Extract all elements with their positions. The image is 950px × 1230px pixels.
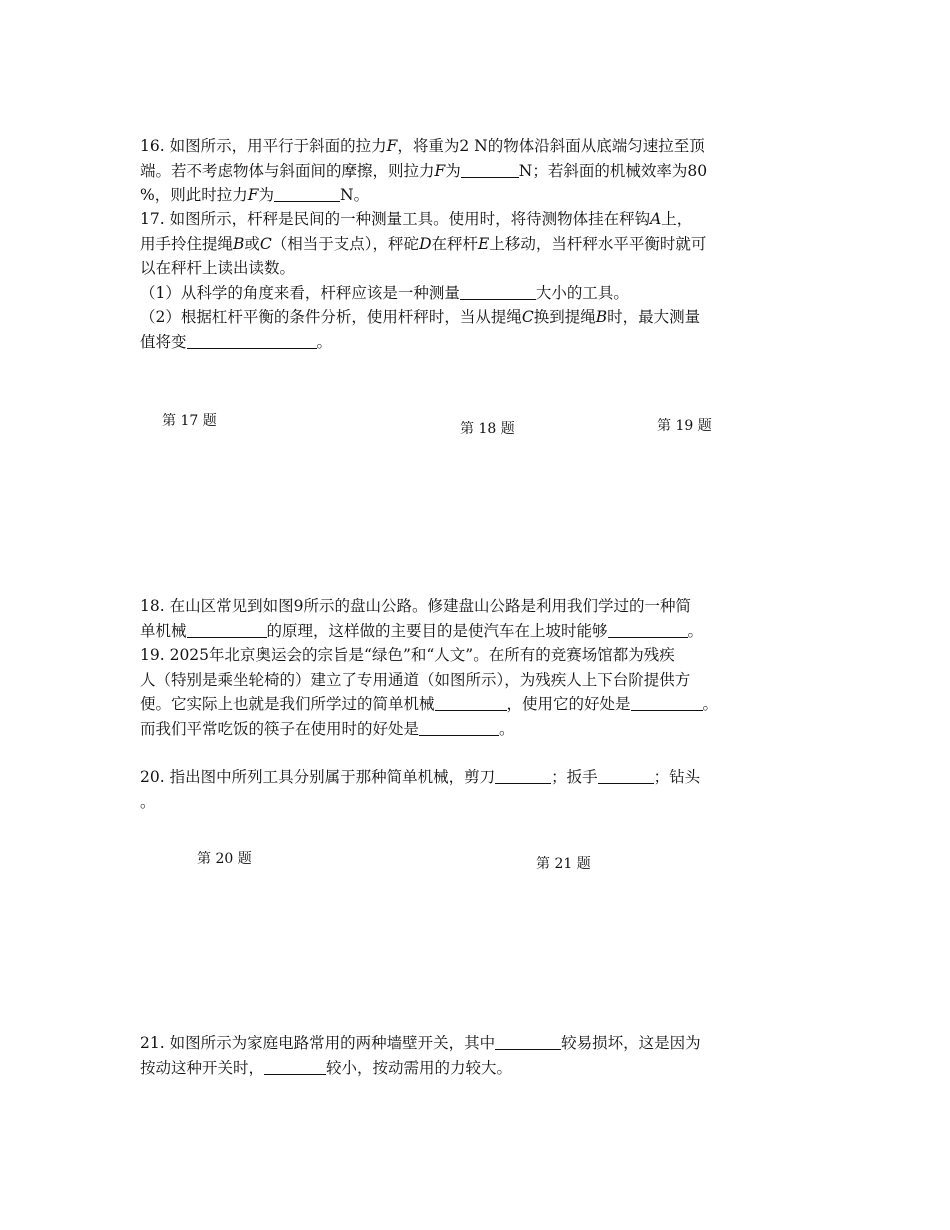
answer-blank[interactable] (419, 719, 499, 736)
q16-line-3: %，则此时拉力F为 N。 (140, 186, 370, 204)
answer-blank[interactable] (461, 161, 519, 178)
question-20 (140, 765, 812, 814)
q17-part-2-cont: 值将变 。 (140, 332, 333, 351)
question-19 (140, 643, 812, 741)
variable-F: F (386, 137, 398, 155)
q19-line-1: 19. 2025年北京奥运会的宗旨是“绿色”和“人文”。在所有的竞赛场馆都为残疾 (140, 646, 675, 664)
q18-line-1: 18. 在山区常见到如图9所示的盘山公路。修建盘山公路是利用我们学过的一种简 (140, 597, 691, 615)
answer-blank[interactable] (598, 767, 654, 784)
answer-blank[interactable] (608, 621, 688, 638)
caption-21: 第 21 题 (536, 856, 591, 872)
q21-line-1: 21. 如图所示为家庭电路常用的两种墙壁开关，其中 较易损坏，这是因为 (140, 1034, 701, 1052)
variable-F: F (434, 161, 446, 180)
question-18 (140, 594, 812, 643)
q19-line-2: 人（特别是乘坐轮椅的）建立了专用通道（如图所示），为残疾人上下台阶提供方 (140, 670, 691, 689)
q17-line-3: 以在秤杆上读出读数。 (140, 259, 296, 277)
q17-line-1: 17. 如图所示，杆秤是民间的一种测量工具。使用时，将待测物体挂在秤钩A上， (140, 210, 693, 228)
answer-blank[interactable] (435, 694, 507, 711)
q17-part-2: （2）根据杠杆平衡的条件分析，使用杆秤时，当从提绳C换到提绳B时，最大测量 (140, 308, 701, 326)
q19-line-4: 而我们平常吃饭的筷子在使用时的好处是 。 (140, 719, 515, 738)
q20-line-1: 20. 指出图中所列工具分别属于那种简单机械，剪刀 ；扳手 ；钻头 (140, 768, 701, 786)
q16-line-1: 16. 如图所示，用平行于斜面的拉力F，将重为2 N的物体沿斜面从底端匀速拉至顶 (140, 137, 705, 155)
q19-line-3: 便。它实际上也就是我们所学过的简单机械 ，使用它的好处是 。 (140, 695, 719, 713)
q17-part-1: （1）从科学的角度来看，杆秤应该是一种测量 大小的工具。 (140, 283, 629, 302)
caption-19: 第 19 题 (657, 418, 712, 434)
variable-F: F (247, 186, 259, 204)
caption-17: 第 17 题 (162, 413, 217, 429)
question-21 (140, 1031, 812, 1080)
caption-18: 第 18 题 (460, 421, 515, 437)
answer-blank[interactable] (631, 694, 703, 711)
q21-line-2: 按动这种开关时， 较小，按动需用的力较大。 (140, 1058, 513, 1077)
answer-blank[interactable] (495, 1033, 561, 1050)
answer-blank[interactable] (187, 332, 317, 349)
answer-blank[interactable] (460, 283, 536, 300)
q20-line-2: 。 (140, 792, 156, 811)
caption-20: 第 20 题 (197, 851, 252, 867)
q17-line-2: 用手拎住提绳B或C（相当于支点），秤砣D在秤杆E上移动，当杆秤水平平衡时就可 (140, 234, 707, 253)
question-17 (140, 207, 812, 354)
answer-blank[interactable] (274, 185, 340, 202)
answer-blank[interactable] (264, 1058, 326, 1075)
answer-blank[interactable] (495, 767, 551, 784)
q18-line-2: 单机械 的原理，这样做的主要目的是使汽车在上坡时能够 。 (140, 621, 704, 640)
q16-line-2: 端。若不考虑物体与斜面间的摩擦，则拉力F为 N；若斜面的机械效率为80 (140, 161, 708, 180)
question-16 (140, 134, 812, 208)
answer-blank[interactable] (187, 621, 267, 638)
